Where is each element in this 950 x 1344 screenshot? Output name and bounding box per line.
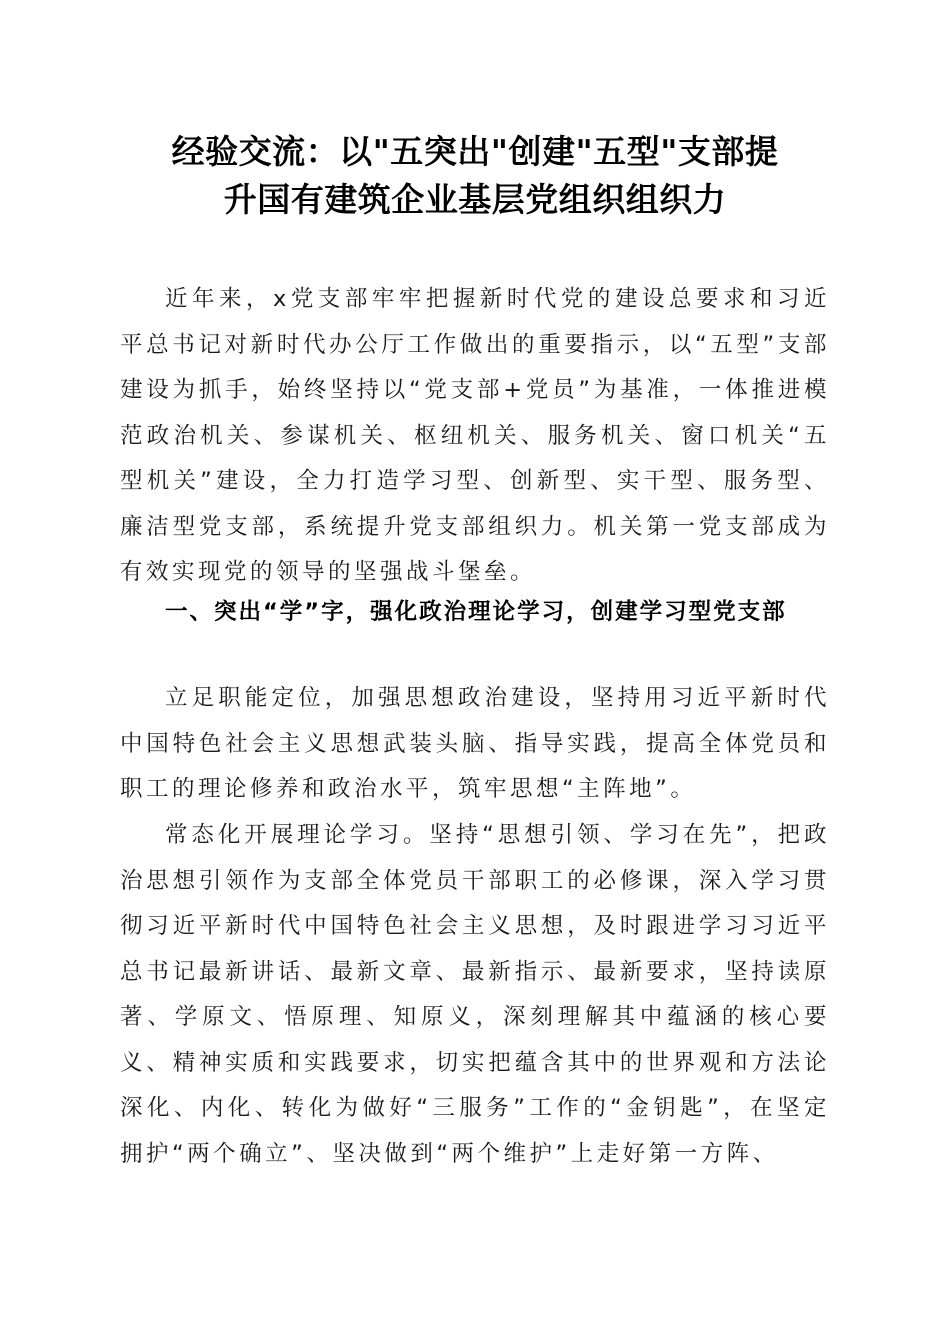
title-line-2: 升国有建筑企业基层党组织组织力: [223, 180, 727, 219]
intro-paragraph: 近年来，x党支部牢牢把握新时代党的建设总要求和习近平总书记对新时代办公厅工作做出的重要指示，以“五型”支部建设为抓手，始终坚持以“党支部+党员”为基准，一体推进模范政治机关、参谋机关、枢纽机关、服务机关、窗口机关“五型机关”建设，全力打造学习型、创新型、实干型、服务型、廉洁型党支部，系统提升党支部组织力。机关第一党支部成为有效实现党的领导的坚强战斗堡垒。: [120, 286, 830, 585]
section-1-paragraph-1: 立足职能定位，加强思想政治建设，坚持用习近平新时代中国特色社会主义思想武装头脑、指导实践，提高全体党员和职工的理论修养和政治水平，筑牢思想“主阵地”。: [120, 685, 830, 802]
section-heading-1: 一、突出“学”字，强化政治理论学习，创建学习型党支部: [165, 599, 787, 625]
title-line-1: 经验交流：以"五突出"创建"五型"支部提: [171, 132, 779, 171]
section-1-paragraph-2: 常态化开展理论学习。坚持“思想引领、学习在先”，把政治思想引领作为支部全体党员干部职工的必修课，深入学习贯彻习近平新时代中国特色社会主义思想，及时跟进学习习近平总书记最新讲话、最新文章、最新指示、最新要求，坚持读原著、学原文、悟原理、知原义，深刻理解其中蕴涵的核心要义、精神实质和实践要求，切实把蕴含其中的世界观和方法论深化、内化、转化为做好“三服务”工作的“金钥匙”，在坚定拥护“两个确立”、坚决做到“两个维护”上走好第一方阵、: [120, 822, 830, 1167]
document-title: [110, 128, 840, 224]
